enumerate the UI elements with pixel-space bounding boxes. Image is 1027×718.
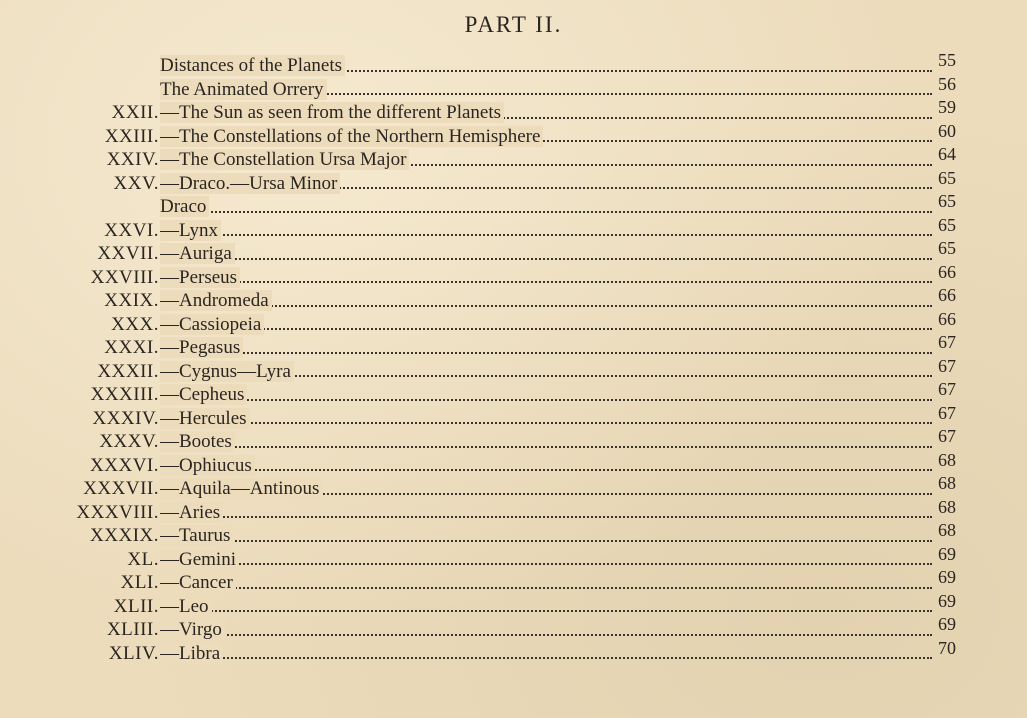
chapter-title: —Cancer <box>160 572 236 593</box>
entry-title-with-leader <box>160 54 932 78</box>
dot-leader <box>160 399 932 401</box>
entry-title-with-leader <box>160 195 932 219</box>
dot-leader <box>160 305 932 307</box>
chapter-title: —Draco.—Ursa Minor <box>160 173 340 194</box>
toc-entry <box>0 167 1027 196</box>
toc-entry <box>0 191 1027 219</box>
dot-leader <box>160 211 932 213</box>
dot-leader <box>160 422 932 424</box>
entry-title-with-leader <box>160 595 932 619</box>
toc-entry <box>0 473 1027 501</box>
entry-title-with-leader <box>160 642 932 666</box>
toc-entry <box>0 543 1027 572</box>
chapter-title: —Aquila—Antinous <box>160 478 322 499</box>
entry-title-with-leader <box>160 289 932 313</box>
chapter-title: —Perseus <box>160 267 240 288</box>
dot-leader <box>160 540 932 542</box>
chapter-title: —Auriga <box>160 243 235 264</box>
entry-title-with-leader <box>160 78 932 102</box>
dot-leader <box>160 469 932 471</box>
chapter-numeral: XXVIII. <box>90 266 159 288</box>
table-of-contents <box>0 50 1027 665</box>
part-heading: PART II. <box>464 12 563 37</box>
page-number: 68 <box>938 449 956 470</box>
chapter-title: —Andromeda <box>160 290 272 311</box>
entry-title-with-leader <box>160 430 932 454</box>
entry-title-with-leader <box>160 548 932 572</box>
toc-entry <box>0 308 1027 337</box>
page-number: 67 <box>938 379 956 399</box>
chapter-title: —Cygnus—Lyra <box>160 361 294 382</box>
dot-leader <box>160 634 932 636</box>
page-number: 65 <box>938 191 956 211</box>
chapter-numeral: XXXII. <box>97 360 159 382</box>
chapter-title: The Animated Orrery <box>160 79 327 100</box>
page-number: 67 <box>938 355 956 376</box>
entry-title-with-leader <box>160 383 932 407</box>
page-number: 68 <box>938 473 956 493</box>
dot-leader <box>160 657 932 659</box>
dot-leader <box>160 516 932 518</box>
toc-entry <box>0 73 1027 102</box>
chapter-title: —Gemini <box>160 549 239 570</box>
chapter-numeral: XLIII. <box>106 619 159 640</box>
page-number: 69 <box>938 543 956 564</box>
toc-entry <box>0 238 1027 266</box>
chapter-title: —The Sun as seen from the different Planets <box>160 102 504 123</box>
toc-entry <box>0 97 1027 125</box>
toc-entry <box>0 637 1027 666</box>
page-number: 66 <box>938 261 956 282</box>
toc-entry <box>0 285 1027 313</box>
dot-leader <box>160 610 932 612</box>
dot-leader <box>160 281 932 283</box>
dot-leader <box>160 234 932 236</box>
chapter-numeral: XXXIII. <box>90 384 159 405</box>
chapter-numeral: XXXVI. <box>90 454 159 476</box>
entry-title-with-leader <box>160 407 932 431</box>
chapter-numeral: XXXI. <box>104 337 159 358</box>
page-number: 69 <box>938 590 956 611</box>
chapter-title: —Taurus <box>160 525 233 546</box>
chapter-title: —Hercules <box>160 408 250 429</box>
page-number: 55 <box>938 50 956 70</box>
dot-leader <box>160 328 932 330</box>
chapter-title: —Aries <box>160 502 223 523</box>
toc-entry <box>0 590 1027 619</box>
dot-leader <box>160 446 932 448</box>
toc-entry <box>0 120 1027 149</box>
chapter-numeral: XXVI. <box>104 219 159 241</box>
chapter-numeral: XXX. <box>111 313 159 335</box>
page-number: 66 <box>938 308 956 329</box>
page-number: 65 <box>938 238 956 258</box>
chapter-title: Distances of the Planets <box>160 55 345 76</box>
toc-entry <box>0 496 1027 525</box>
page-number: 60 <box>938 120 956 141</box>
entry-title-with-leader <box>160 219 932 243</box>
toc-entry <box>0 520 1027 548</box>
chapter-numeral: XXV. <box>113 172 159 194</box>
toc-entry <box>0 144 1027 172</box>
dot-leader <box>160 352 932 354</box>
entry-title-with-leader <box>160 571 932 595</box>
entry-title-with-leader <box>160 101 932 125</box>
toc-entry <box>0 332 1027 360</box>
entry-title-with-leader <box>160 242 932 266</box>
toc-entry <box>0 379 1027 407</box>
chapter-title: —Pegasus <box>160 337 243 358</box>
chapter-numeral: XXIV. <box>106 149 159 170</box>
page-number: 69 <box>938 614 956 634</box>
page-number: 65 <box>938 167 956 188</box>
chapter-title: —Virgo <box>160 619 225 640</box>
toc-entry <box>0 449 1027 478</box>
chapter-title: —Bootes <box>160 431 235 452</box>
chapter-title: —The Constellation Ursa Major <box>160 149 409 170</box>
chapter-numeral: XXXVIII. <box>76 501 159 523</box>
toc-entry <box>0 355 1027 384</box>
toc-entry <box>0 426 1027 454</box>
chapter-title: —Libra <box>160 643 223 664</box>
page-number: 68 <box>938 520 956 540</box>
chapter-numeral: XXXIV. <box>92 407 159 429</box>
chapter-title: —Leo <box>160 596 212 617</box>
dot-leader <box>160 258 932 260</box>
toc-entry <box>0 50 1027 78</box>
chapter-numeral: XXII. <box>111 102 159 123</box>
chapter-title: —Cepheus <box>160 384 247 405</box>
page-number: 56 <box>938 73 956 94</box>
page-number: 69 <box>938 567 956 587</box>
entry-title-with-leader <box>160 454 932 478</box>
chapter-title: —Lynx <box>160 220 221 241</box>
chapter-title: Draco <box>160 196 209 217</box>
page-number: 67 <box>938 402 956 423</box>
chapter-numeral: XXXV. <box>99 431 159 452</box>
page-number: 59 <box>938 97 956 117</box>
chapter-numeral: XXXVII. <box>83 478 159 499</box>
chapter-numeral: XLI. <box>120 572 159 593</box>
entry-title-with-leader <box>160 172 932 196</box>
entry-title-with-leader <box>160 266 932 290</box>
entry-title-with-leader <box>160 360 932 384</box>
chapter-numeral: XLIV. <box>108 642 159 664</box>
entry-title-with-leader <box>160 125 932 149</box>
chapter-numeral: XXXIX. <box>90 525 159 546</box>
entry-title-with-leader <box>160 313 932 337</box>
dot-leader <box>160 563 932 565</box>
page-number: 67 <box>938 332 956 352</box>
chapter-numeral: XL. <box>127 548 159 570</box>
entry-title-with-leader <box>160 524 932 548</box>
toc-entry <box>0 214 1027 243</box>
page-number: 70 <box>938 637 956 658</box>
page-number: 66 <box>938 285 956 305</box>
chapter-title: —Cassiopeia <box>160 314 264 335</box>
toc-entry <box>0 614 1027 642</box>
chapter-numeral: XXVII. <box>97 243 159 264</box>
page-number: 64 <box>938 144 956 164</box>
chapter-title: —Ophiucus <box>160 455 255 476</box>
page-number: 68 <box>938 496 956 517</box>
entry-title-with-leader <box>160 501 932 525</box>
entry-title-with-leader <box>160 477 932 501</box>
chapter-numeral: XLII. <box>113 595 159 617</box>
toc-entry <box>0 261 1027 290</box>
chapter-numeral: XXIX. <box>104 290 159 311</box>
dot-leader <box>160 587 932 589</box>
entry-title-with-leader <box>160 148 932 172</box>
chapter-numeral: XXIII. <box>104 125 159 147</box>
toc-entry <box>0 402 1027 431</box>
entry-title-with-leader <box>160 618 932 642</box>
page-number: 67 <box>938 426 956 446</box>
toc-entry <box>0 567 1027 595</box>
chapter-title: —The Constellations of the Northern Hemisphere <box>160 126 543 147</box>
page-number: 65 <box>938 214 956 235</box>
entry-title-with-leader <box>160 336 932 360</box>
